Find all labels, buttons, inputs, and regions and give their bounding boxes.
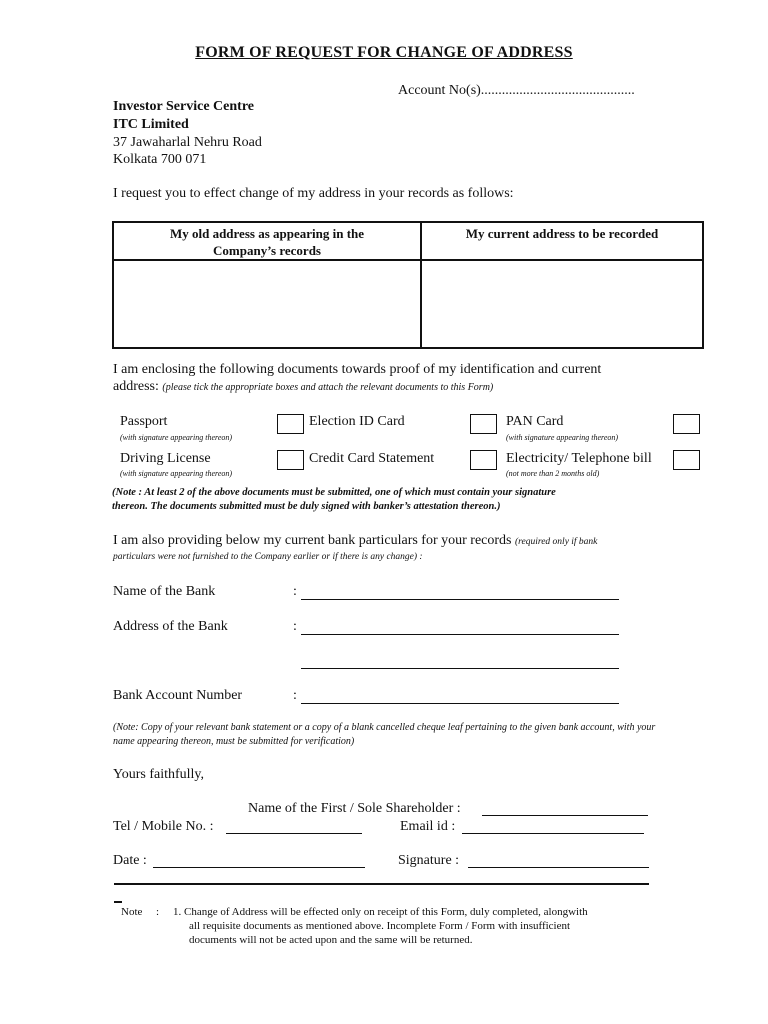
doc-driving-label: Driving License [120,451,211,466]
bank-account-label: Bank Account Number [113,688,243,703]
email-label: Email id : [400,819,456,834]
address-table [112,221,704,349]
doc-election-label: Election ID Card [309,414,405,429]
old-address-header-line-1: My old address as appearing in the [169,226,365,241]
request-text: I request you to effect change of my address in your records as follows: [113,186,514,201]
signature-field[interactable] [468,867,649,868]
enclosing-tick-note: (please tick the appropriate boxes and attach the relevant documents to this Form) [162,382,494,393]
doc-driving-sub: (with signature appearing thereon) [120,469,233,478]
footnote-label: Note [121,906,143,918]
form-title: FORM OF REQUEST FOR CHANGE OF ADDRESS [195,44,573,61]
date-label: Date : [113,853,147,868]
bank-address-field-2[interactable] [301,668,619,669]
doc-utility-sub: (not more than 2 months old) [506,469,600,478]
doc-credit-card-label: Credit Card Statement [309,451,435,466]
doc-utility-label: Electricity/ Telephone bill [506,451,652,466]
current-address-header: My current address to be recorded [421,222,703,260]
bank-note: (Note: Copy of your relevant bank statement or a copy of a blank cancelled cheque leaf pertaining to the given bank account, with your name appearing thereon, must be submitted for verification) [113,722,656,747]
bank-name-colon: : [293,584,297,599]
election-id-checkbox[interactable] [470,414,497,434]
bank-intro [113,533,597,549]
old-address-header [113,222,421,260]
footer-dash [114,901,122,903]
signature-label: Signature : [398,853,460,868]
addressee-line-2: ITC Limited [113,117,189,132]
doc-pan-sub: (with signature appearing thereon) [506,433,619,442]
addressee-line-3: 37 Jawaharlal Nehru Road [113,135,262,150]
bank-account-colon: : [293,688,297,703]
enclosing-address-label: address: [113,379,159,394]
doc-pan-label: PAN Card [506,414,564,429]
footnote-colon: : [156,906,160,918]
doc-passport-sub: (with signature appearing thereon) [120,433,233,442]
utility-bill-checkbox[interactable] [673,450,700,470]
enclosing-line-1: I am enclosing the following documents towards proof of my identification and current [113,362,602,377]
account-number-label: Account No(s)............................................ [398,83,635,98]
bank-account-field[interactable] [301,703,619,704]
bank-name-label: Name of the Bank [113,584,216,599]
documents-note-line-2: thereon. The documents submitted must be duly signed with banker’s attestation thereon.) [112,501,501,512]
bank-intro-note-1: (required only if bank [515,537,598,547]
email-field[interactable] [462,833,644,834]
credit-card-checkbox[interactable] [470,450,497,470]
shareholder-name-field[interactable] [482,815,648,816]
shareholder-label: Name of the First / Sole Shareholder : [248,801,461,816]
bank-address-colon: : [293,619,297,634]
date-field[interactable] [153,867,365,868]
tel-label: Tel / Mobile No. : [113,819,214,834]
tel-field[interactable] [226,833,362,834]
footnote-line-3: documents will not be acted upon and the same will be returned. [189,934,473,946]
driving-license-checkbox[interactable] [277,450,304,470]
documents-note-line-1: (Note : At least 2 of the above documents must be submitted, one of which must contain your signature [112,487,556,498]
current-address-cell[interactable] [421,260,703,348]
enclosing-line-2 [113,379,493,395]
pan-card-checkbox[interactable] [673,414,700,434]
addressee-line-1: Investor Service Centre [113,99,254,114]
closing-text: Yours faithfully, [113,767,205,782]
footnote-line-2: all requisite documents as mentioned above. Incomplete Form / Form with insufficient [189,920,571,932]
bank-intro-main: I am also providing below my current bank particulars for your records [113,533,512,548]
old-address-header-line-2: Company’s records [213,243,321,258]
bank-intro-note-2: particulars were not furnished to the Company earlier or if there is any change) : [113,552,423,562]
bank-address-label: Address of the Bank [113,619,228,634]
old-address-cell[interactable] [113,260,421,348]
bank-name-field[interactable] [301,599,619,600]
bank-address-field-1[interactable] [301,634,619,635]
addressee-line-4: Kolkata 700 071 [113,152,207,167]
footnote-line-1: 1. Change of Address will be effected only on receipt of this Form, duly completed, alongwith [173,906,588,918]
doc-passport-label: Passport [120,414,168,429]
footer-divider [114,883,649,885]
passport-checkbox[interactable] [277,414,304,434]
